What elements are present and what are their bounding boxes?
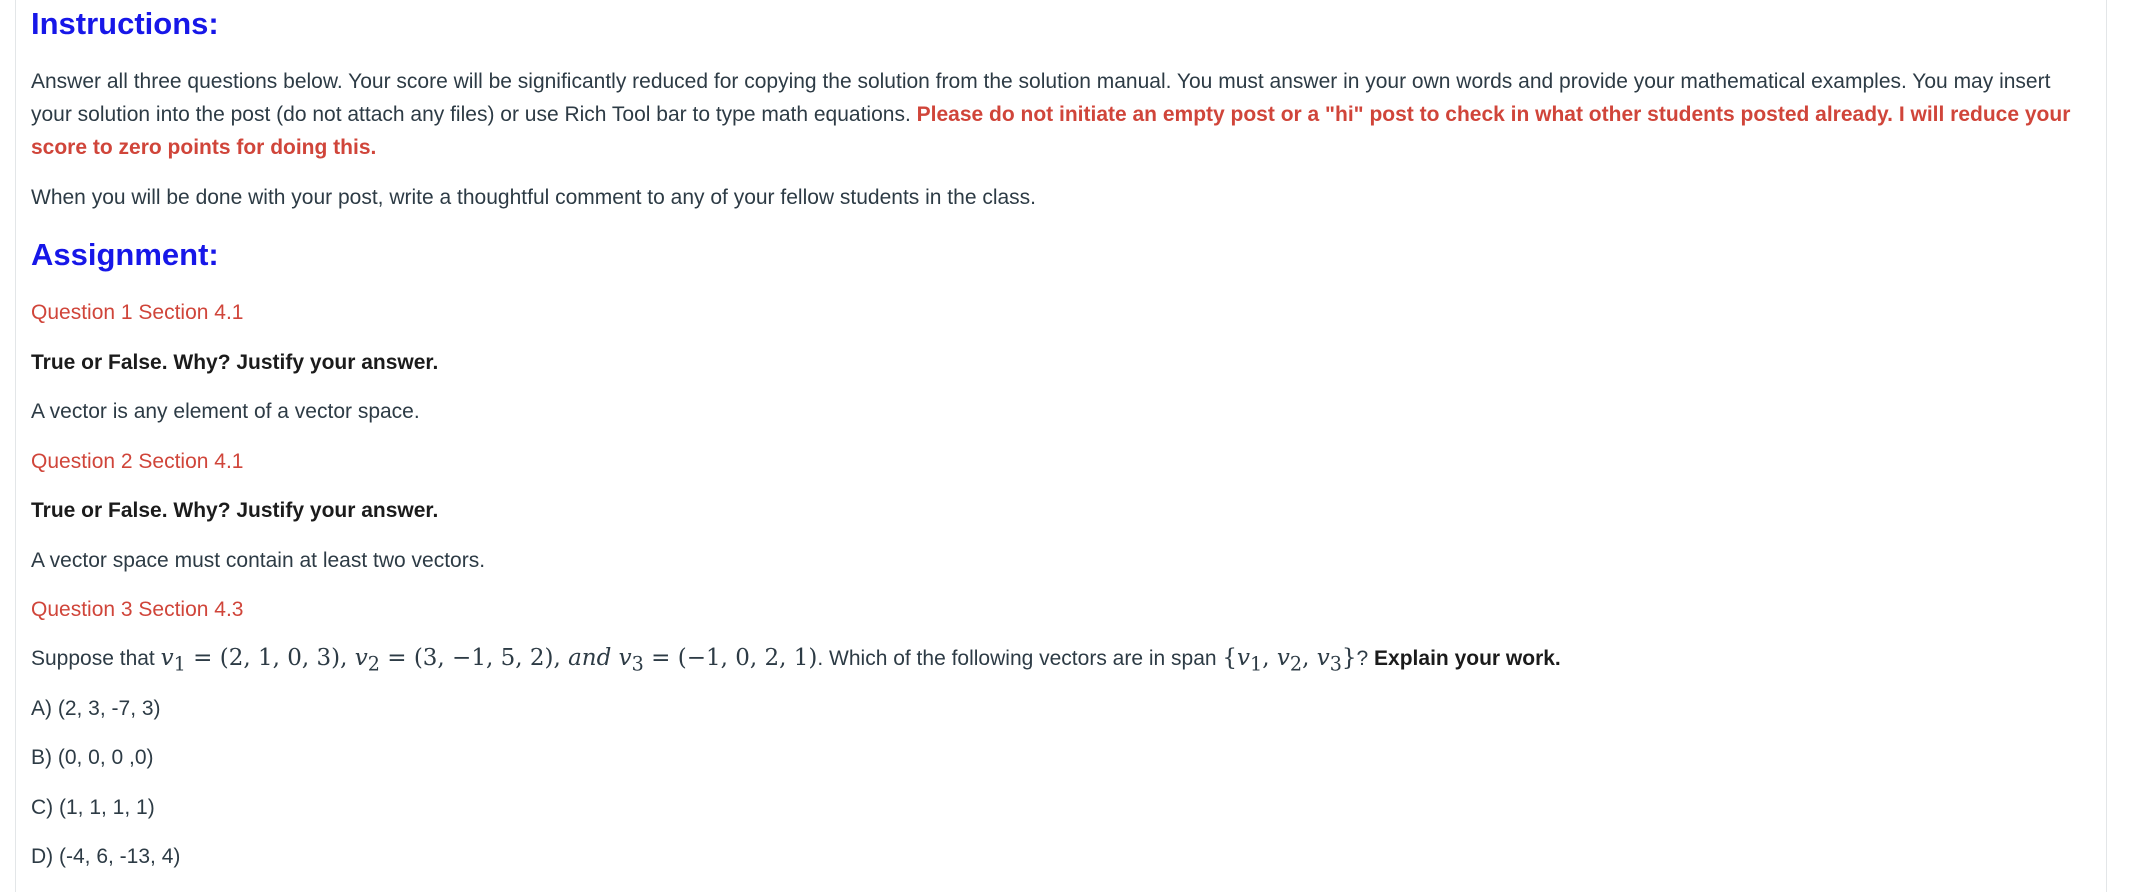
q1-prompt: True or False. Why? Justify your answer. [31,351,439,374]
q3-option-a: A) (2, 3, -7, 3) [31,697,161,720]
q2-title: Question 2 Section 4.1 [31,450,244,473]
instructions-warning: Please do not initiate an empty post or a "hi" post to check in what other students posted already. I will reduce your score to zero points for doing this. [31,103,2071,159]
q3-lead: Suppose that [31,647,161,670]
q2-prompt: True or False. Why? Justify your answer. [31,499,439,522]
q3-option-c: C) (1, 1, 1, 1) [31,796,155,819]
q3-title: Question 3 Section 4.3 [31,598,244,621]
comment-instruction: When you will be done with your post, write a thoughtful comment to any of your fellow students in the class. [31,186,1037,209]
q3-tail: ? [1356,647,1375,670]
q3-explain: Explain your work. [1374,647,1561,670]
q3-option-d: D) (-4, 6, -13, 4) [31,845,181,868]
q3-question [31,642,1561,681]
instructions-heading: Instructions: [31,6,219,41]
assignment-heading: Assignment: [31,237,219,272]
q3-v1-equation: $v_1 = (2$, 1, 0, 3), $v_2 = (3$, −1, 5, 2), and $v_3 = (-1$, 0, 2, 1) [160,645,818,676]
q1-title: Question 1 Section 4.1 [31,301,244,324]
instructions-paragraph [31,65,2086,164]
q2-statement: A vector space must contain at least two vectors. [31,549,486,572]
q3-option-b: B) (0, 0, 0 ,0) [31,746,154,769]
q3-span-set: {$v_1$, $v_2$, $v_3$} [1222,645,1357,676]
q1-statement: A vector is any element of a vector space. [31,400,420,423]
instructions-text: Answer all three questions below. Your score will be significantly reduced for copying the solution from the solution manual. You must answer in your own words and provide your mathematical examples. You may insert your solution into the post (do not attach any files) or use Rich Tool bar to type math equations. [31,70,2051,126]
q3-middle: . Which of the following vectors are in span [817,647,1223,670]
